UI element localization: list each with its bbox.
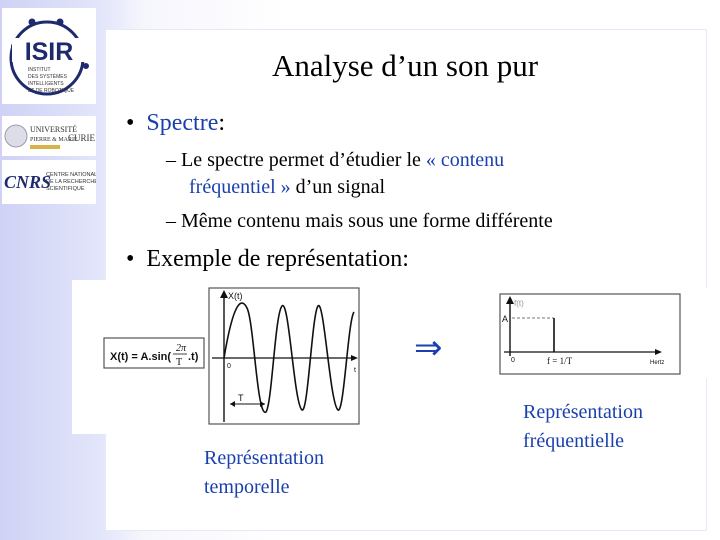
bullet-spectre-label: Spectre [146,110,219,136]
svg-text:CURIE: CURIE [68,133,95,143]
time-domain-figure [72,280,382,434]
svg-text:0: 0 [511,357,515,364]
cnrs-logo [2,160,96,204]
bullet-spectre: • Spectre: [126,110,226,136]
svg-text:INSTITUT: INSTITUT [28,67,51,73]
upmc-logo [2,116,96,156]
svg-text:T: T [238,393,244,403]
svg-text:ET DE ROBOTIQUE: ET DE ROBOTIQUE [28,88,75,94]
svg-text:CENTRE NATIONAL: CENTRE NATIONAL [46,172,96,178]
svg-text:DES SYSTÈMES: DES SYSTÈMES [28,74,67,80]
svg-text:f = 1/T: f = 1/T [547,356,573,366]
sub-bullet-same-content: – Même contenu mais sous une forme différente [166,210,553,232]
caption-frequency: Représentation fréquentielle [523,401,643,452]
svg-text:SCIENTIFIQUE: SCIENTIFIQUE [46,186,85,192]
sub-bullet-spectre-definition-line2: fréquentiel » d’un signal [189,176,386,198]
svg-text:0: 0 [227,363,231,370]
isir-logo [2,8,96,104]
svg-text:f(t): f(t) [514,299,524,308]
svg-text:PIERRE & MARIE: PIERRE & MARIE [30,137,78,143]
svg-text:t: t [354,367,356,374]
slide-title: Analyse d’un son pur [271,48,539,83]
bullet-dot: • [126,110,135,136]
caption-temporal: Représentation temporelle [204,447,324,498]
svg-text:INTELLIGENTS: INTELLIGENTS [28,81,64,87]
svg-text:DE LA RECHERCHE: DE LA RECHERCHE [46,179,96,185]
bullet-example: • Exemple de représentation: [126,246,409,272]
svg-text:T: T [176,357,183,368]
svg-text:UNIVERSITÉ: UNIVERSITÉ [30,125,78,134]
svg-text:2π: 2π [176,343,187,354]
cnrs-name: CNRS [4,172,52,192]
implies-arrow: ⇒ [414,328,443,368]
frequency-domain-figure [496,288,708,378]
svg-text:A: A [502,314,509,324]
formula-left: X(t) = A.sin( [110,351,172,363]
svg-text:X(t): X(t) [228,291,243,301]
svg-text:Hertz: Hertz [650,360,665,366]
svg-text:.t): .t) [188,351,199,363]
sub-bullet-spectre-definition: – Le spectre permet d’étudier le « contenu [166,149,505,171]
isir-name: ISIR [24,38,74,66]
